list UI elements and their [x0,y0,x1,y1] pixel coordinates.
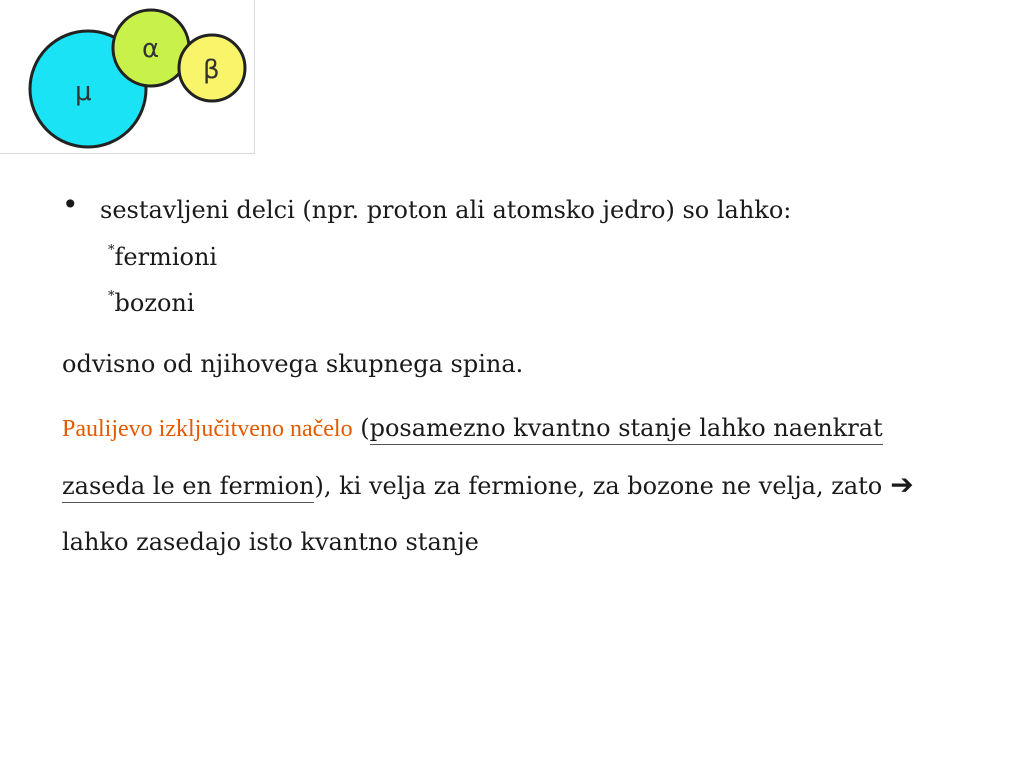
beta-label: β [203,55,220,85]
dependency-line: odvisno od njihovega skupnega spina. [62,349,524,378]
right-arrow-icon: ➔ [890,468,914,501]
mu-label: μ [75,77,92,107]
bullet-item [62,186,962,234]
slide-content [62,186,962,570]
pauli-continuation: ), ki velja za fermione, za bozone ne velja, zato [314,472,883,500]
sub-item-text: fermioni [114,242,218,271]
asterisk-mark: * [108,243,115,259]
particle-circles-graphic [0,0,255,154]
pauli-conclusion: lahko zasedajo isto kvantno stanje [62,528,479,556]
bullet-dot-icon: • [62,188,79,221]
sub-item-fermioni [62,234,962,280]
asterisk-mark: * [108,289,115,305]
bullet-text: sestavljeni delci (npr. proton ali atomsko jedro) so lahko: [100,195,792,224]
sub-item-bozoni [62,280,962,326]
particle-logo-image [0,0,255,154]
pauli-title: Paulijevo izključitveno načelo [62,416,353,442]
alpha-label: α [142,34,160,64]
sub-item-text: bozoni [114,288,195,317]
pauli-paragraph [62,400,922,570]
pauli-definition: posamezno kvantno stanje lahko naenkrat zaseda le en fermion [62,414,883,503]
open-paren: ( [352,414,370,442]
